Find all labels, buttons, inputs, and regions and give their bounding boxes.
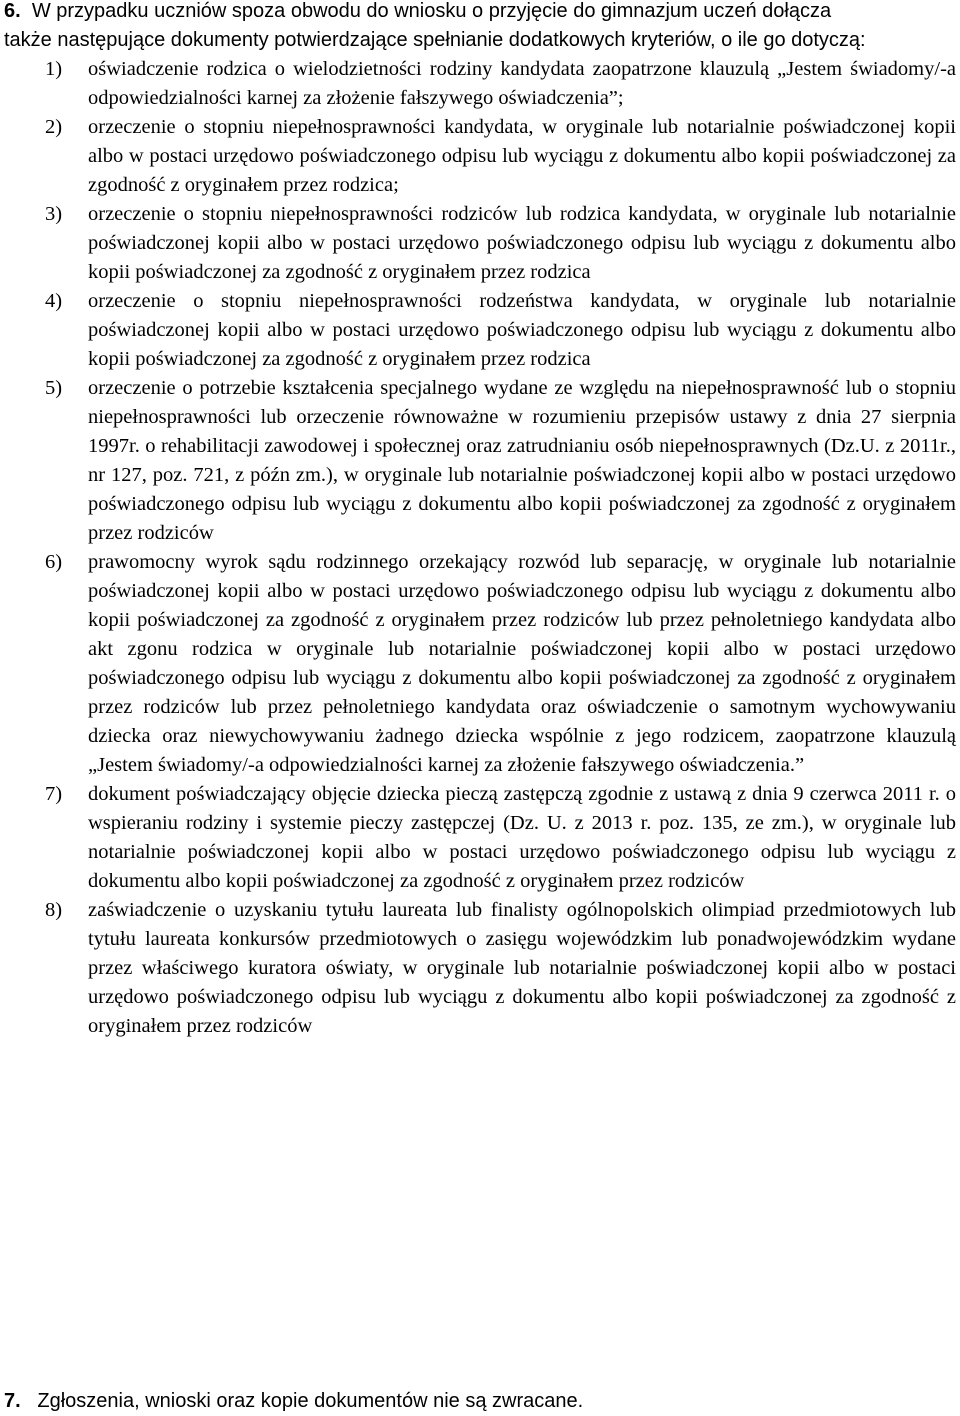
list-item-text: orzeczenie o stopniu niepełnosprawności kandydata, w oryginale lub notarialnie poświadczonej kopii albo w postaci urzędowo poświadczonego odpisu lub wyciągu z dokumentu albo kopii poświadczonej za zgodność z oryginałem przez rodzica; bbox=[88, 116, 956, 196]
list-item-text: orzeczenie o potrzebie kształcenia specjalnego wydane ze względu na niepełnosprawność lub o stopniu niepełnosprawności lub orzeczenie równoważne w rozumieniu przepisów ustawy z dnia 27 sierpnia 1997r. o rehabilitacji zawodowej i społecznej oraz zatrudnianiu osób niepełnosprawnych (Dz.U. z 2011r., nr 127, poz. 721, z późn zm.), w oryginale lub notarialnie poświadczonej kopii albo w postaci urzędowo poświadczonego odpisu lub wyciągu z dokumentu albo kopii poświadczonej za zgodność z oryginałem przez rodziców bbox=[88, 377, 956, 544]
section-7-text: Zgłoszenia, wnioski oraz kopie dokumentów nie są zwracane. bbox=[37, 1390, 584, 1412]
list-item bbox=[4, 200, 956, 287]
list-item-text: oświadczenie rodzica o wielodzietności rodziny kandydata zaopatrzone klauzulą „Jestem świadomy/-a odpowiedzialności karnej za złożenie fałszywego oświadczenia”; bbox=[88, 58, 956, 109]
section-7-number: 7. bbox=[4, 1390, 21, 1412]
required-documents-list bbox=[4, 55, 956, 1041]
section-6 bbox=[4, 0, 956, 1041]
list-item bbox=[4, 287, 956, 374]
list-item-text: dokument poświadczający objęcie dziecka pieczą zastępczą zgodnie z ustawą z dnia 9 czerwca 2011 r. o wspieraniu rodziny i systemie pieczy zastępczej (Dz. U. z 2013 r. poz. 135, ze zm.), w oryginale lub notarialnie poświadczonej kopii albo w postaci urzędowo poświadczonego odpisu lub wyciągu z dokumentu albo kopii poświadczonej za zgodność z oryginałem przez rodziców bbox=[88, 783, 956, 892]
list-item-text: prawomocny wyrok sądu rodzinnego orzekający rozwód lub separację, w oryginale lub notarialnie poświadczonej kopii albo w postaci urzędowo poświadczonego odpisu lub wyciągu z dokumentu albo kopii poświadczonej za zgodność z oryginałem przez rodziców lub przez pełnoletniego kandydata albo akt zgonu rodzica w oryginale lub notarialnie poświadczonej kopii albo w postaci urzędowo poświadczonego odpisu lub wyciągu z dokumentu albo kopii poświadczonej za zgodność z oryginałem przez rodziców lub przez pełnoletniego kandydata oraz oświadczenie o samotnym wychowywaniu dziecka oraz niewychowywaniu żadnego dziecka wspólnie z jego rodzicem, zaopatrzone klauzulą „Jestem świadomy/-a odpowiedzialności karnej za złożenie fałszywego oświadczenia.” bbox=[88, 551, 956, 776]
list-item bbox=[4, 780, 956, 896]
list-item bbox=[4, 896, 956, 1041]
section-7-heading bbox=[4, 1387, 956, 1416]
list-item bbox=[4, 113, 956, 200]
list-item-marker: 1) bbox=[45, 58, 63, 80]
list-item-text: orzeczenie o stopniu niepełnosprawności rodziców lub rodzica kandydata, w oryginale lub notarialnie poświadczonej kopii albo w postaci urzędowo poświadczonego odpisu lub wyciągu z dokumentu albo kopii poświadczonej za zgodność z oryginałem przez rodzica bbox=[88, 203, 956, 283]
list-item-marker: 2) bbox=[45, 116, 63, 138]
list-item bbox=[4, 374, 956, 548]
section-7 bbox=[4, 1387, 956, 1416]
list-item-text: zaświadczenie o uzyskaniu tytułu laureata lub finalisty ogólnopolskich olimpiad przedmiotowych lub tytułu laureata konkursów przedmiotowych o zasięgu wojewódzkim lub ponadwojewódzkim wydane przez właściwego kuratora oświaty, w oryginale lub notarialnie poświadczonej kopii albo w postaci urzędowo poświadczonego odpisu lub wyciągu z dokumentu albo kopii poświadczonej za zgodność z oryginałem przez rodziców bbox=[88, 899, 956, 1037]
section-6-intro: także następujące dokumenty potwierdzające spełnianie dodatkowych kryteriów, o ile go dotyczą: bbox=[4, 29, 866, 51]
list-item-marker: 4) bbox=[45, 290, 63, 312]
list-item bbox=[4, 548, 956, 780]
section-6-intro-first: W przypadku uczniów spoza obwodu do wniosku o przyjęcie do gimnazjum uczeń dołącza bbox=[31, 0, 832, 22]
list-item-marker: 3) bbox=[45, 203, 63, 225]
list-item-marker: 5) bbox=[45, 377, 63, 399]
list-item-marker: 7) bbox=[45, 783, 63, 805]
list-item-marker: 6) bbox=[45, 551, 63, 573]
section-6-number: 6. bbox=[4, 0, 21, 22]
list-item-text: orzeczenie o stopniu niepełnosprawności rodzeństwa kandydata, w oryginale lub notarialnie poświadczonej kopii albo w postaci urzędowo poświadczonego odpisu lub wyciągu z dokumentu albo kopii poświadczonej za zgodność z oryginałem przez rodzica bbox=[88, 290, 956, 370]
list-item-marker: 8) bbox=[45, 899, 63, 921]
section-6-heading bbox=[4, 0, 956, 26]
list-item bbox=[4, 55, 956, 113]
